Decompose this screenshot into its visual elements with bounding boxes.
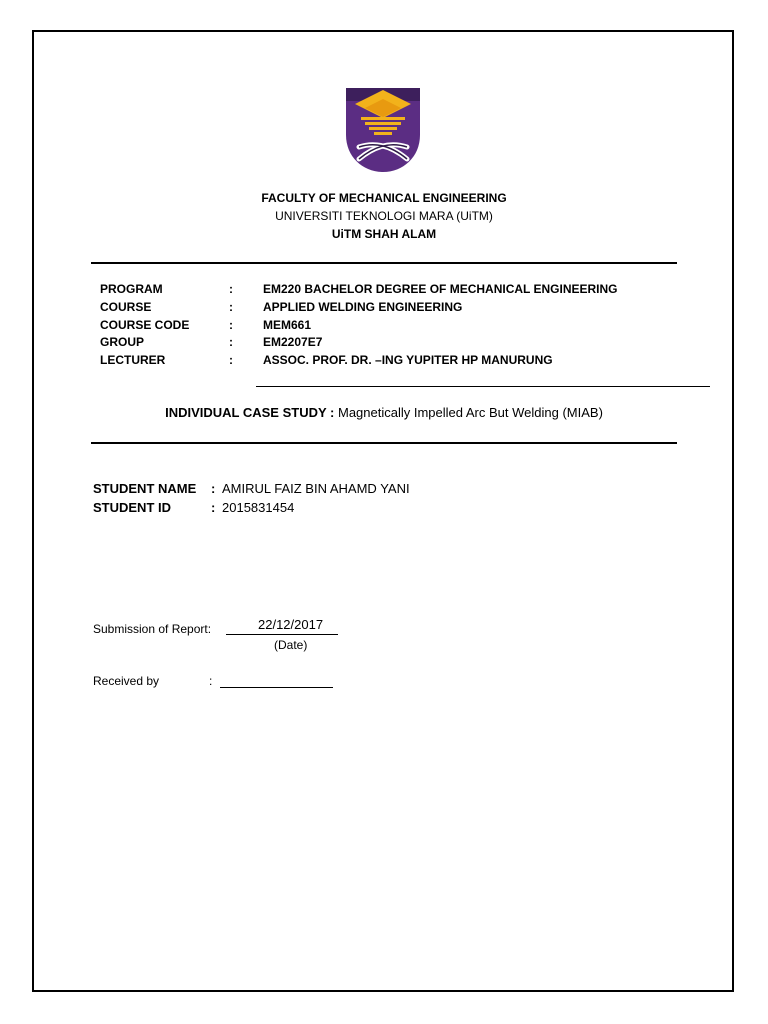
divider-bottom	[91, 442, 677, 444]
received-by-line	[220, 687, 333, 688]
program-value: EM220 BACHELOR DEGREE OF MECHANICAL ENGINEERING	[263, 282, 618, 296]
group-value: EM2207E7	[263, 335, 323, 349]
uitm-crest-icon	[345, 87, 421, 173]
received-by-sep: :	[209, 674, 213, 688]
lecturer-sep: :	[229, 353, 233, 367]
course-sep: :	[229, 300, 233, 314]
group-sep: :	[229, 335, 233, 349]
submission-label: Submission of Report:	[93, 622, 212, 636]
course-label: COURSE	[100, 300, 152, 314]
student-id-value: 2015831454	[222, 500, 295, 515]
course-code-label: COURSE CODE	[100, 318, 190, 332]
received-by-label: Received by	[93, 674, 160, 688]
program-label: PROGRAM	[100, 282, 163, 296]
program-sep: :	[229, 282, 233, 296]
lecturer-label: LECTURER	[100, 353, 166, 367]
course-value: APPLIED WELDING ENGINEERING	[263, 300, 463, 314]
student-id-sep: :	[211, 500, 216, 515]
campus-name: UiTM SHAH ALAM	[331, 227, 437, 241]
submission-date: 22/12/2017	[258, 617, 324, 632]
student-name-label: STUDENT NAME	[93, 481, 197, 496]
group-label: GROUP	[100, 335, 145, 349]
faculty-title: FACULTY OF MECHANICAL ENGINEERING	[261, 191, 507, 205]
case-study-line	[0, 405, 768, 420]
submission-date-caption: (Date)	[274, 638, 308, 652]
course-code-sep: :	[229, 318, 233, 332]
divider-top	[91, 262, 677, 264]
university-name: UNIVERSITI TEKNOLOGI MARA (UiTM)	[275, 209, 493, 223]
submission-date-line	[226, 634, 338, 635]
student-name-sep: :	[211, 481, 216, 496]
lecturer-value: ASSOC. PROF. DR. –ING YUPITER HP MANURUNG	[263, 353, 553, 367]
lecturer-signature-line	[256, 386, 710, 387]
student-name-value: AMIRUL FAIZ BIN AHAMD YANI	[222, 481, 410, 496]
student-id-label: STUDENT ID	[93, 500, 171, 515]
course-code-value: MEM661	[263, 318, 312, 332]
case-study-label: INDIVIDUAL CASE STUDY :	[165, 405, 335, 420]
case-study-title: Magnetically Impelled Arc But Welding (MIAB)	[337, 405, 603, 420]
